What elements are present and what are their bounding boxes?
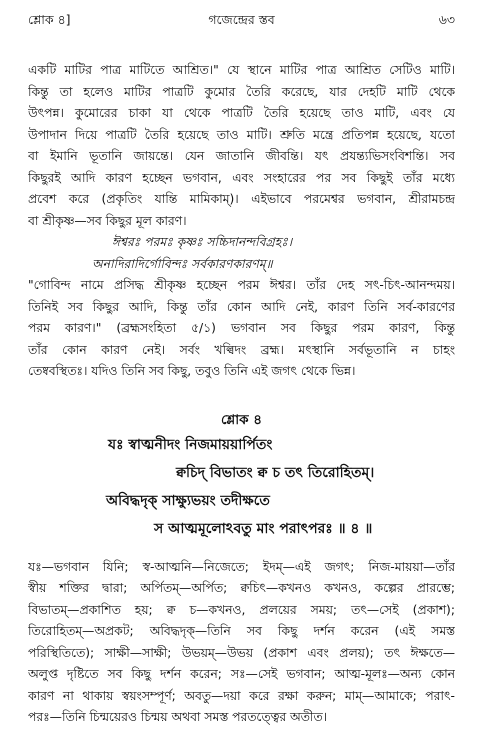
text-line: একটি মাটির পাত্র মাটিতে আশ্রিত।" যে স্থানে মাটির পাত্র আশ্রিত সেটিও মাটি।: [28, 63, 455, 77]
text-line: বা ইমানি ভূতানি জায়ন্তে। যেন জাতানি জীবন্তি। যৎ প্রযন্ত্যভিসংবিশন্তি। সব: [28, 149, 455, 163]
verse-block: [28, 431, 455, 543]
gloss-line: বিভাতম্—প্রকাশিত হয়; ক্ব চ—কখনও, প্রলয়ের সময়; তৎ—সেই (প্রকাশ);: [28, 602, 455, 617]
gloss-line: যঃ—ভগবান যিনি; স্ব-আত্মনি—নিজেতে; ইদম্—এই জগৎ; নিজ-মায়য়া—তাঁর: [28, 559, 455, 574]
text-line: বা শ্রীকৃষ্ণ—সব কিছুর মূল কারণ।: [28, 213, 187, 228]
word-meanings: [28, 557, 455, 729]
sanskrit-quote: [28, 232, 455, 275]
text-line: কিন্তু তা হলেও মাটির পাত্রটি কুমোর তৈরি করেছে, যার দেহটি মাটি থেকে: [28, 84, 455, 99]
gloss-line: অলুপ্ত দৃষ্টিতে সব কিছু দর্শন করেন; সঃ—সেই ভগবান; আত্ম-মূলঃ—অন্য কোন: [28, 667, 455, 681]
quote-line: অনাদিরাদির্গোবিন্দঃ সর্বকারণকারণম্॥: [92, 256, 273, 271]
verse-line: স আত্মমূলোঽবতু মাং পরাৎপরঃ ॥ ৪ ॥: [154, 520, 373, 537]
quote-line: ঈশ্বরঃ পরমঃ কৃষ্ণঃ সচ্চিদানন্দবিগ্রহঃ।: [112, 235, 293, 249]
verse-line: ক্বচিদ্ বিভাতং ক্ব চ তৎ তিরোহিতম্।: [176, 464, 375, 481]
verse-line: অবিদ্ধদৃক্ সাক্ষ্যুভয়ং তদীক্ষতে: [106, 492, 270, 509]
gloss-line: কারণ না থাকায় স্বয়ংসম্পূর্ণ; অবতু—দয়া করে রক্ষা করুন; মাম্—আমাকে; পরাৎ-: [28, 688, 455, 703]
text-line: কিছুরই আদি কারণ হচ্ছেন ভগবান, এবং সংহারের পর সব কিছুই তাঁর মধ্যে: [28, 170, 455, 185]
chapter-title: গজেন্দ্রের স্তব: [208, 12, 275, 27]
verse-heading: শ্লোক ৪: [220, 411, 263, 428]
text-line: প্রবেশ করে (প্রকৃতিং যান্তি মামিকাম্)। এইভাবে পরমেশ্বর ভগবান, শ্রীরামচন্দ্র: [28, 192, 455, 206]
page-number: ৬৩: [438, 12, 455, 27]
text-line: উপাদান দিয়ে পাত্রটি তৈরি হয়েছে তাও মাটি। শ্রুতি মন্ত্রে প্রতিপন্ন হয়েছে, যতো: [28, 127, 455, 142]
text-line: উৎপন্ন। কুমোরের চাকা যা থেকে পাত্রটি তৈরি হয়েছে তাও মাটি, এবং যে: [28, 106, 455, 120]
text-line: তেষ্ববস্থিতঃ। যদিও তিনি সব কিছু, তবুও তিনি এই জগৎ থেকে ভিন্ন।: [28, 364, 356, 378]
verse-reference: শ্লোক ৪]: [28, 12, 71, 27]
verse-line: যঃ স্বাত্মনীদং নিজমায়য়ার্পিতং: [108, 436, 273, 453]
page-header: [28, 12, 455, 34]
gloss-line: স্বীয় শক্তির দ্বারা; অর্পিতম্—অর্পিত; ক্বচিৎ—কখনও কখনও, কল্পের প্রারম্ভে;: [28, 581, 455, 595]
paragraph-2: [28, 275, 455, 383]
text-line: "গোবিন্দ নামে প্রসিদ্ধ শ্রীকৃষ্ণ হচ্ছেন পরম ঈশ্বর। তাঁর দেহ সৎ-চিৎ-আনন্দময়।: [28, 278, 455, 292]
gloss-line: পরঃ—তিনি চিন্ময়েরও চিন্ময় অথবা সমস্ত পরতত্ত্বের অতীত।: [28, 710, 328, 724]
text-line: তাঁর কোন কারণ নেই। সর্বং খল্বিদং ব্রহ্ম। মৎস্থানি সর্বভূতানি ন চাহং: [28, 342, 455, 357]
text-line: পরম কারণ।" (ব্রহ্মসংহিতা ৫/১) ভগবান সব কিছুর পরম কারণ, কিন্তু: [28, 321, 455, 335]
text-line: তিনিই সব কিছুর আদি, কিন্তু তাঁর কোন আদি নেই, কারণ তিনি সর্ব-কারণের: [28, 299, 455, 314]
gloss-line: পরিস্থিতিতে); সাক্ষী—সাক্ষী; উভয়ম্—উভয় (প্রকাশ এবং প্রলয়); তৎ ঈক্ষতে—: [28, 645, 455, 660]
paragraph-1: [28, 60, 455, 232]
page-body: [28, 60, 455, 729]
gloss-line: তিরোহিতম্—অপ্রকট; অবিদ্ধদৃক্—তিনি সব কিছু দর্শন করেন (এই সমস্ত: [28, 624, 455, 638]
